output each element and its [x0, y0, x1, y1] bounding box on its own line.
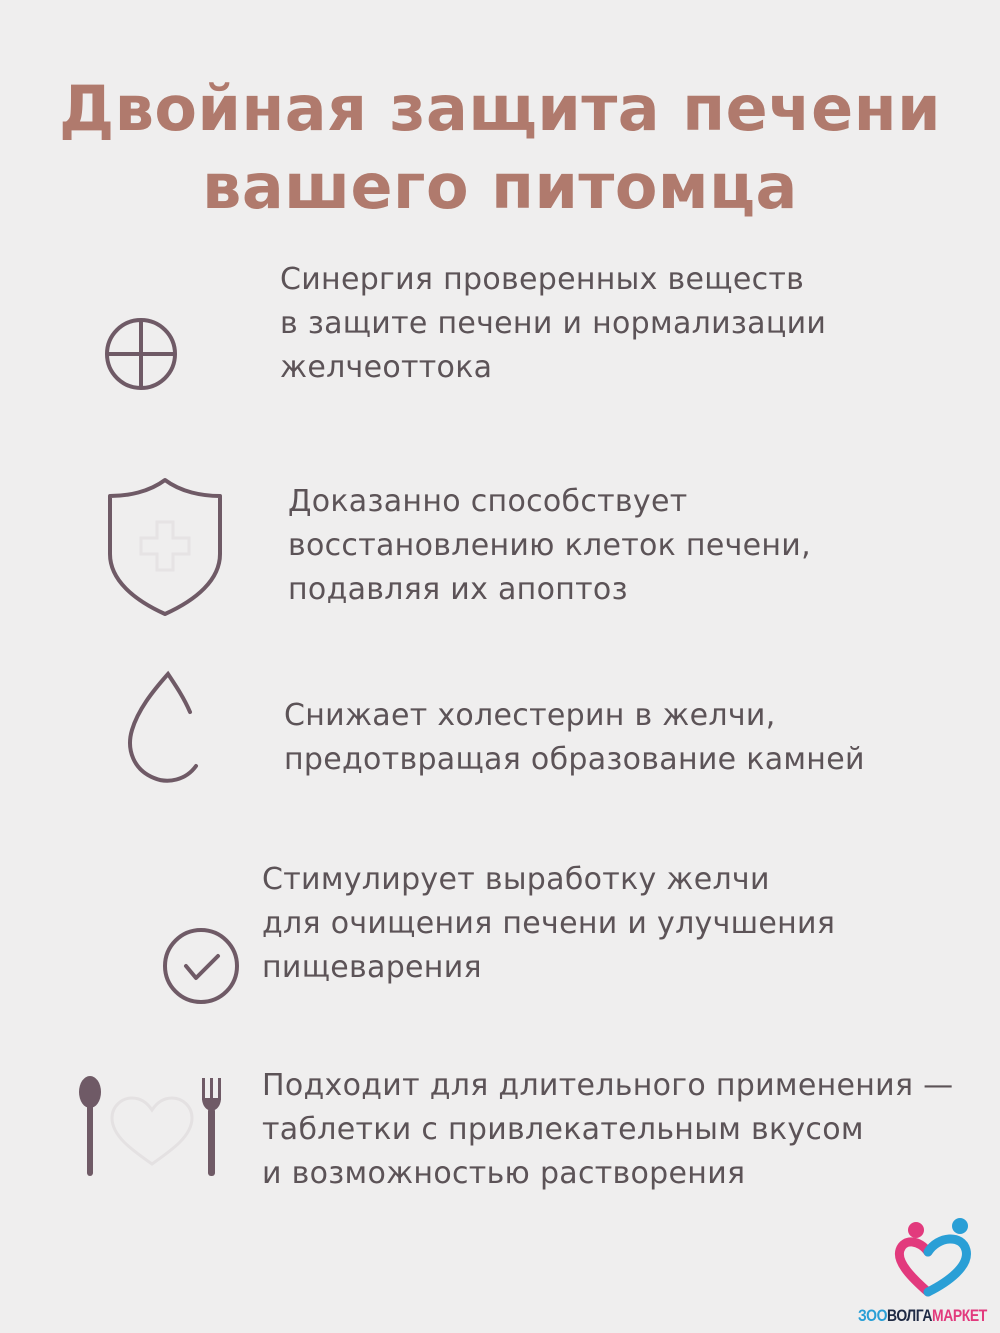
drop-icon [124, 668, 206, 786]
check-circle-icon [160, 926, 242, 1006]
title-line-2: вашего питомца [202, 150, 798, 223]
benefit-text-4: Стимулирует выработку желчи для очищения печени и улучшения пищеварения [262, 862, 836, 985]
benefit-text-3: Снижает холестерин в желчи, предотвращая образование камней [284, 698, 865, 777]
page-title [0, 70, 1000, 226]
zoovolgamarket-logo [858, 1216, 998, 1326]
spoon-fork-icon [72, 1072, 232, 1182]
title-line-1: Двойная защита печени [58, 72, 942, 145]
benefit-text-2: Доказанно способствует восстановлению клеток печени, подавляя их апоптоз [288, 484, 811, 607]
heart-people-icon [858, 1216, 998, 1300]
benefit-text-1: Синергия проверенных веществ в защите печени и нормализации желчеоттока [280, 262, 827, 385]
benefit-text-5: Подходит для длительного применения — таблетки с привлекательным вкусом и возможностью растворения [262, 1068, 954, 1191]
logo-text: ЗООВОЛГАМАРКЕТ [858, 1306, 987, 1325]
crosshair-circle-icon [100, 316, 182, 392]
shield-icon [104, 476, 226, 618]
